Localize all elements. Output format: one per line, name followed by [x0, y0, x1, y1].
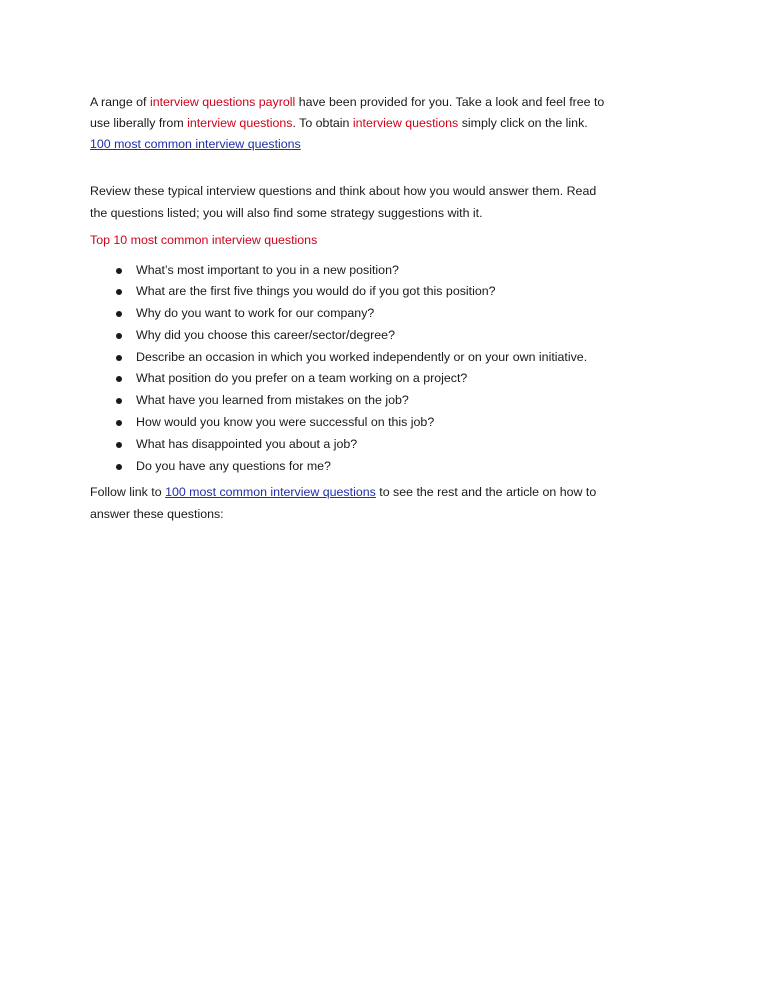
review-paragraph: [90, 181, 686, 224]
intro-text-3: use liberally from: [90, 116, 188, 130]
question-text: What position do you prefer on a team working on a project?: [136, 371, 468, 386]
bullet-icon: [116, 355, 122, 361]
list-item: [90, 303, 686, 325]
intro-text-2: have been provided for you. Take a look and feel free to: [295, 95, 605, 109]
bullet-icon: [116, 420, 122, 426]
list-item: [90, 390, 686, 412]
bullet-icon: [116, 442, 122, 448]
list-item: [90, 325, 686, 347]
bullet-icon: [116, 311, 122, 317]
bullet-icon: [116, 333, 122, 339]
question-text: What’s most important to you in a new position?: [136, 262, 399, 277]
follow-text-2: to see the rest and the article on how to: [375, 485, 597, 500]
list-item: [90, 412, 686, 434]
question-text: How would you know you were successful on this job?: [136, 415, 435, 430]
intro-paragraph: [90, 92, 686, 155]
intro-link-100-questions[interactable]: 100 most common interview questions: [90, 137, 301, 151]
list-item: [90, 434, 686, 456]
question-text: Describe an occasion in which you worked independently or on your own initiative.: [136, 349, 588, 364]
follow-text-3: answer these questions:: [90, 506, 224, 521]
question-text: What are the first five things you would do if you got this position?: [136, 284, 496, 299]
follow-link-100-questions[interactable]: 100 most common interview questions: [165, 485, 376, 500]
document-page: [90, 92, 686, 525]
review-line-1: Review these typical interview questions and think about how you would answer them. Read: [90, 184, 597, 198]
list-item: [90, 347, 686, 369]
review-line-2: the questions listed; you will also find some strategy suggestions with it.: [90, 205, 483, 220]
intro-text-5: simply click on the link.: [458, 116, 588, 130]
question-text: Why do you want to work for our company?: [136, 306, 375, 321]
question-text: What have you learned from mistakes on the job?: [136, 393, 409, 408]
top-10-heading: Top 10 most common interview questions: [90, 233, 318, 247]
follow-text-1: Follow link to: [90, 485, 166, 500]
intro-keyword-questions-2: interview questions: [352, 116, 459, 130]
bullet-icon: [116, 268, 122, 274]
list-item: [90, 260, 686, 282]
question-text: Do you have any questions for me?: [136, 458, 331, 473]
questions-list: [90, 260, 686, 478]
question-text: What has disappointed you about a job?: [136, 436, 358, 451]
bullet-icon: [116, 464, 122, 470]
bullet-icon: [116, 289, 122, 295]
list-item: [90, 456, 686, 478]
bullet-icon: [116, 376, 122, 382]
list-item: [90, 281, 686, 303]
question-text: Why did you choose this career/sector/degree?: [136, 327, 395, 342]
intro-keyword-payroll: interview questions payroll: [149, 95, 296, 109]
intro-keyword-questions-1: interview questions: [187, 116, 293, 130]
intro-text-1: A range of: [90, 95, 150, 109]
list-item: [90, 368, 686, 390]
intro-text-4: . To obtain: [292, 116, 353, 130]
follow-paragraph: [90, 482, 686, 525]
bullet-icon: [116, 398, 122, 404]
